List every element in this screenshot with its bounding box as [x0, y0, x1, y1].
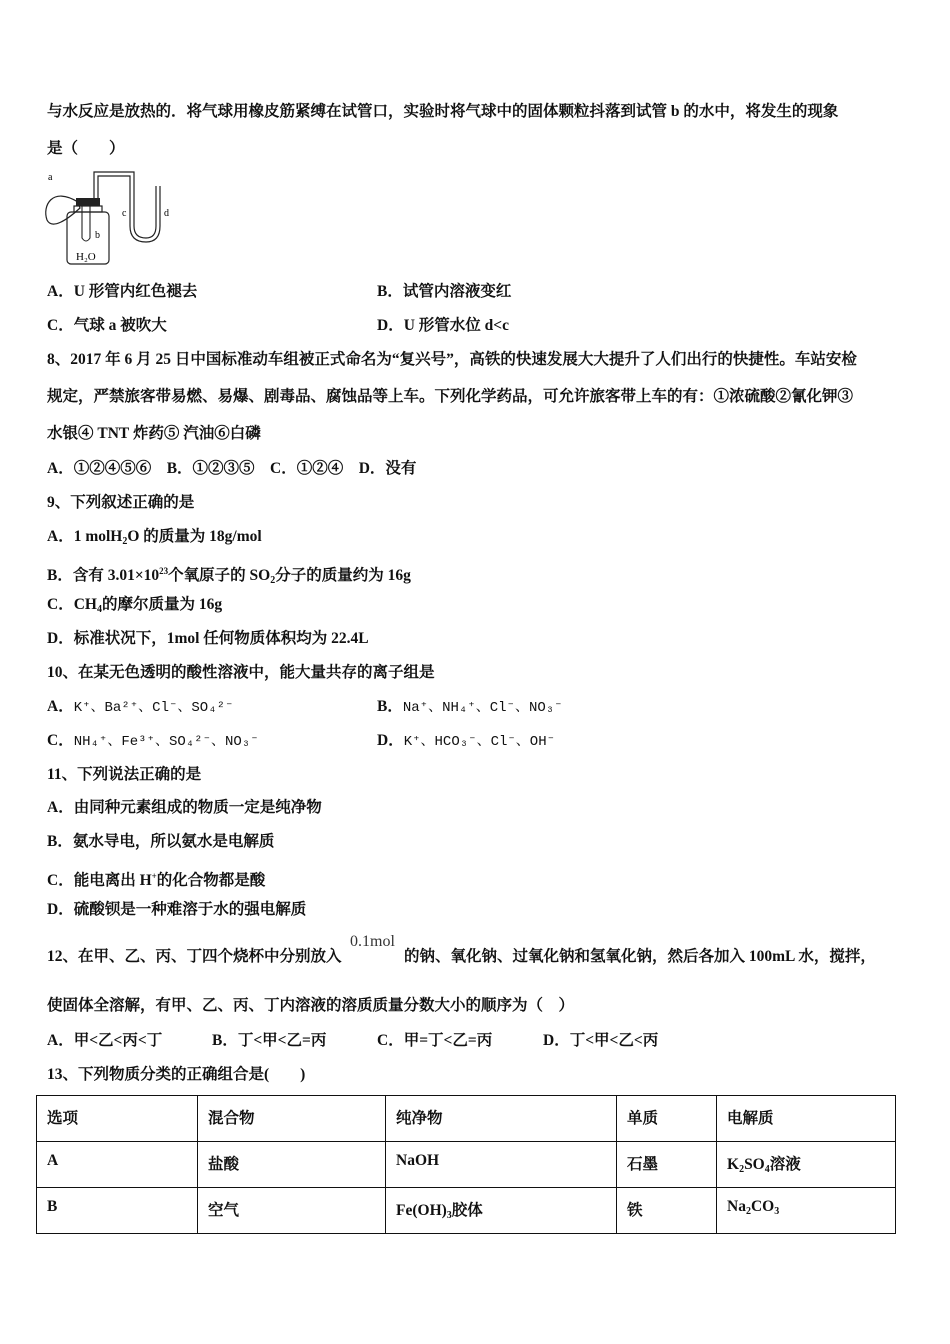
row-b-pure: $Fe(OH)_3$胶体: [386, 1188, 617, 1234]
q12-option-a: A．甲<乙<丙<丁: [47, 1032, 163, 1049]
q7-option-c: C．气球 a 被吹大: [47, 317, 167, 334]
q7-option-b: B．试管内溶液变红: [377, 283, 512, 300]
q8-line2: 规定，严禁旅客带易燃、易爆、剧毒品、腐蚀品等上车。下列化学药品，可允许旅客带上车的有：①浓硫酸②氰化钾③: [47, 388, 854, 405]
header-option: 选项: [37, 1096, 198, 1142]
q11-stem: 11、下列说法正确的是: [47, 766, 202, 783]
q8-options: A．①②④⑤⑥ B．①②③⑤ C．①②④ D．没有: [47, 460, 417, 477]
q7-option-d: D．U 形管水位 d<c: [377, 317, 509, 334]
q12-stem-post: 的钠、氧化钠、过氧化钠和氢氧化钠，然后各加入 100mL 水，搅拌，: [404, 948, 876, 965]
table-header-row: [37, 1096, 896, 1142]
q9-option-c: C．$CH_4$的摩尔质量为 16g: [47, 596, 223, 615]
row-b-mixture: 空气: [198, 1188, 386, 1234]
q11-option-a: A．由同种元素组成的物质一定是纯净物: [47, 799, 322, 816]
q9-stem: 9、下列叙述正确的是: [47, 494, 195, 511]
q8-line3: 水银④ TNT 炸药⑤ 汽油⑥白磷: [47, 425, 261, 442]
q13-stem: 13、下列物质分类的正确组合是( ): [47, 1066, 306, 1083]
label-d: d: [164, 208, 169, 219]
table-row: [37, 1188, 896, 1234]
label-c: c: [122, 208, 127, 219]
q12-amount: 0.1mol: [350, 933, 395, 950]
q10-option-d: D．K⁺、HCO₃⁻、Cl⁻、OH⁻: [377, 732, 556, 750]
header-element: 单质: [617, 1096, 717, 1142]
row-a-electrolyte: $K_2SO_4$溶液: [717, 1142, 896, 1188]
q11-option-d: D．硫酸钡是一种难溶于水的强电解质: [47, 901, 307, 918]
row-b-element: 铁: [617, 1188, 717, 1234]
q8-line1: 8、2017 年 6 月 25 日中国标准动车组被正式命名为“复兴号”，高铁的快速发展大大提升了人们出行的快捷性。车站安检: [47, 351, 857, 368]
q10-option-c: C．NH₄⁺、Fe³⁺、SO₄²⁻、NO₃⁻: [47, 732, 259, 750]
label-water: H₂O: [76, 251, 96, 263]
row-a-pure: NaOH: [386, 1142, 617, 1188]
label-a: a: [48, 172, 53, 183]
q10-option-b: B．Na⁺、NH₄⁺、Cl⁻、NO₃⁻: [377, 698, 563, 716]
q12-option-c: C．甲=丁<乙=丙: [377, 1032, 493, 1049]
q12-option-b: B．丁<甲<乙=丙: [212, 1032, 327, 1049]
apparatus-figure: [42, 168, 182, 268]
q9-option-b: B．含有 $3.01\times 10^{23}$个氧原子的 $SO_2$分子的质量约为 16g: [47, 566, 411, 586]
table-row: [37, 1142, 896, 1188]
q10-option-a: A．K⁺、Ba²⁺、Cl⁻、SO₄²⁻: [47, 698, 234, 716]
q12-stem-line2: 使固体全溶解，有甲、乙、丙、丁内溶液的溶质质量分数大小的顺序为（ ）: [47, 997, 575, 1014]
row-a-mixture: 盐酸: [198, 1142, 386, 1188]
q7-option-a: A．U 形管内红色褪去: [47, 283, 198, 300]
row-a-option: A: [37, 1142, 198, 1188]
header-electrolyte: 电解质: [717, 1096, 896, 1142]
q7-stem-line1: 与水反应是放热的．将气球用橡皮筋紧缚在试管口，实验时将气球中的固体颗粒抖落到试管 b 的水中，将发生的现象: [47, 103, 839, 120]
q11-option-b: B．氨水导电，所以氨水是电解质: [47, 833, 275, 850]
header-pure: 纯净物: [386, 1096, 617, 1142]
q12-option-d: D．丁<甲<乙<丙: [543, 1032, 659, 1049]
q7-stem-line2: 是（ ）: [47, 140, 125, 157]
q9-option-a: A．1 molH$_2$O 的质量为 18g/mol: [47, 528, 262, 547]
header-mixture: 混合物: [198, 1096, 386, 1142]
row-b-electrolyte: $Na_2CO_3$: [717, 1188, 896, 1234]
row-b-option: B: [37, 1188, 198, 1234]
q12-stem-pre: 12、在甲、乙、丙、丁四个烧杯中分别放入: [47, 948, 342, 965]
classification-table: [36, 1095, 896, 1234]
row-a-element: 石墨: [617, 1142, 717, 1188]
q9-option-d: D．标准状况下，1mol 任何物质体积均为 22.4L: [47, 630, 369, 647]
q11-option-c: C．能电离出 H+的化合物都是酸: [47, 871, 266, 889]
label-b: b: [95, 230, 100, 241]
q10-stem: 10、在某无色透明的酸性溶液中，能大量共存的离子组是: [47, 664, 435, 681]
